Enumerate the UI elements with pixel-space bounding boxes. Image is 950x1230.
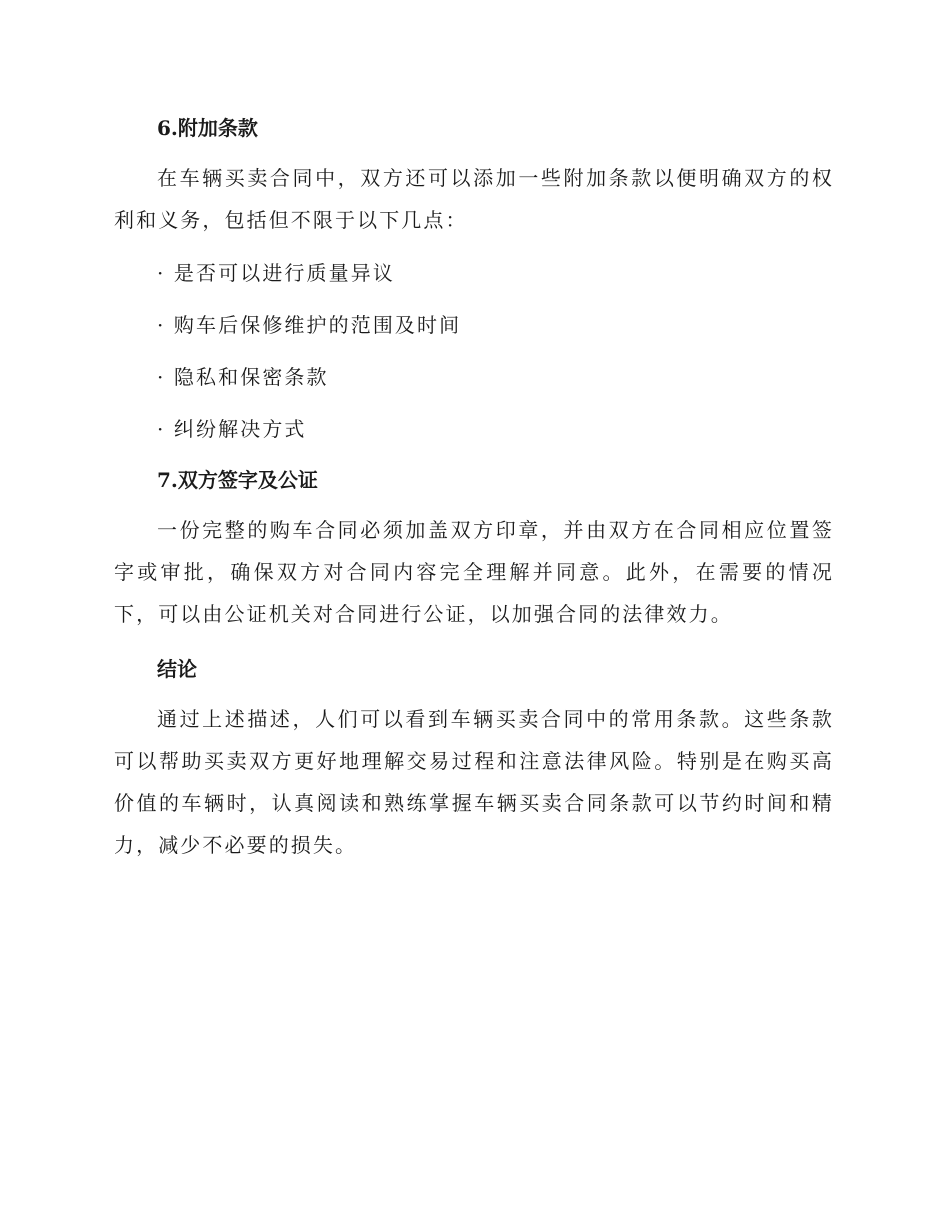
bullet-item: · 购车后保修维护的范围及时间 xyxy=(157,313,462,337)
section-7-heading: 7.双方签字及公证 xyxy=(157,468,318,492)
section-6-intro: 在车辆买卖合同中，双方还可以添加一些附加条款以便明确双方的权利和义务，包括但不限于以下几点： xyxy=(114,166,834,232)
bullet-item: · 隐私和保密条款 xyxy=(157,365,329,389)
bullet-item: · 是否可以进行质量异议 xyxy=(157,261,395,285)
conclusion-body: 通过上述描述，人们可以看到车辆买卖合同中的常用条款。这些条款可以帮助买卖双方更好地理解交易过程和注意法律风险。特别是在购买高价值的车辆时，认真阅读和熟练掌握车辆买卖合同条款可以节约时间和精力，减少不必要的损失。 xyxy=(114,707,834,857)
section-7-body: 一份完整的购车合同必须加盖双方印章，并由双方在合同相应位置签字或审批，确保双方对合同内容完全理解并同意。此外，在需要的情况下，可以由公证机关对合同进行公证，以加强合同的法律效力。 xyxy=(114,518,834,626)
bullet-item: · 纠纷解决方式 xyxy=(157,417,307,441)
conclusion-heading: 结论 xyxy=(157,657,197,681)
section-6-heading: 6.附加条款 xyxy=(157,116,258,140)
